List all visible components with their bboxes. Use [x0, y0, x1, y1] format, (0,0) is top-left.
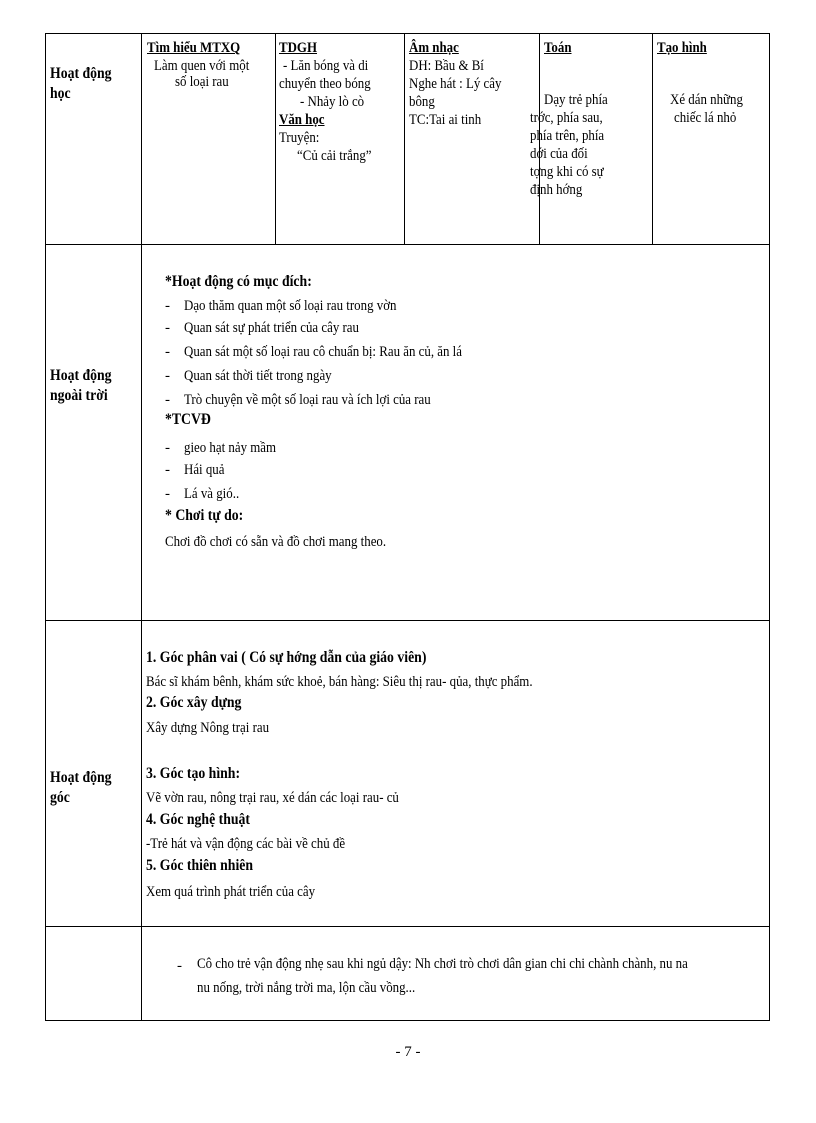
text-line: DH: Bầu & Bí: [409, 58, 484, 74]
bullet: -: [165, 320, 170, 336]
text-line: dới của đối: [530, 146, 588, 162]
text-line: định hớng: [530, 182, 583, 198]
text-line: tợng khi có sự: [530, 164, 604, 180]
section-title: 1. Góc phân vai ( Có sự hớng dẫn của giáo viên): [146, 649, 427, 666]
subject-heading: Văn học: [279, 112, 325, 128]
row-divider: [45, 244, 770, 245]
text-line: chuyển theo bóng: [279, 76, 371, 92]
row-divider: [45, 620, 770, 621]
text-line: TC:Tai ai tinh: [409, 112, 482, 128]
paragraph: Vẽ vờn rau, nông trại rau, xé dán các loại rau- củ: [146, 790, 399, 806]
section-title: *TCVĐ: [165, 411, 211, 428]
text-line: Làm quen với một: [154, 58, 250, 74]
section-title: *Hoạt động có mục đích:: [165, 273, 312, 290]
row-label-hoat-dong-hoc: Hoạt động học: [50, 65, 112, 102]
bullet: -: [165, 486, 170, 502]
list-item: Hái quả: [184, 462, 225, 478]
text-line: số loại rau: [175, 74, 229, 90]
list-item: Lá và gió..: [184, 486, 240, 502]
text-line: phía trên, phía: [530, 128, 605, 144]
bullet: -: [165, 368, 170, 384]
bullet: -: [165, 462, 170, 478]
list-item: Quan sát thời tiết trong ngày: [184, 368, 332, 384]
text-line: - Lăn bóng và di: [283, 58, 369, 74]
bullet: -: [177, 958, 182, 974]
list-item: Dạo thăm quan một số loại rau trong vờn: [184, 298, 397, 314]
row-label-hoat-dong-ngoai-troi: Hoạt động ngoài trời: [50, 367, 112, 404]
text-line: “Củ cải trắng”: [297, 148, 372, 164]
paragraph: Cô cho trẻ vận động nhẹ sau khi ngủ dậy: Nh chơi trò chơi dân gian chi chi chành chành, nu na: [197, 956, 688, 972]
text-line: Xé dán những: [670, 92, 743, 108]
paragraph: Xem quá trình phát triển của cây: [146, 884, 316, 900]
bullet: -: [165, 440, 170, 456]
paragraph: Chơi đồ chơi có sẵn và đồ chơi mang theo.: [165, 534, 387, 550]
row-divider: [45, 926, 770, 927]
text-line: - Nhảy lò cò: [300, 94, 365, 110]
bullet: -: [165, 298, 170, 314]
bullet: -: [165, 344, 170, 360]
section-title: 3. Góc tạo hình:: [146, 765, 241, 782]
subject-heading: Âm nhạc: [409, 40, 459, 56]
section-title: 5. Góc thiên nhiên: [146, 857, 254, 874]
column-divider: [652, 33, 653, 244]
subject-heading: Tạo hình: [657, 40, 707, 56]
text-line: bông: [409, 94, 435, 110]
row-label-hoat-dong-goc: Hoạt động góc: [50, 769, 112, 806]
text-line: Nghe hát : Lý cây: [409, 76, 502, 92]
paragraph: nu nống, trời nắng trời ma, lộn cầu vồng...: [197, 980, 416, 996]
subject-heading: Toán: [544, 40, 572, 56]
text-line: chiếc lá nhỏ: [674, 110, 737, 126]
section-title: * Chơi tự do:: [165, 507, 244, 524]
label-column-divider: [141, 33, 142, 1021]
paragraph: Bác sĩ khám bênh, khám sức khoẻ, bán hàng: Siêu thị rau- qủa, thực phẩm.: [146, 674, 533, 690]
subject-heading: TDGH: [279, 40, 318, 56]
list-item: gieo hạt nảy mầm: [184, 440, 277, 456]
text-line: Truyện:: [279, 130, 320, 146]
section-title: 2. Góc xây dựng: [146, 694, 242, 711]
list-item: Trò chuyện về một số loại rau và ích lợi của rau: [184, 392, 431, 408]
subject-heading: Tìm hiểu MTXQ: [147, 40, 241, 56]
bullet: -: [165, 392, 170, 408]
column-divider: [275, 33, 276, 244]
list-item: Quan sát sự phát triển của cây rau: [184, 320, 359, 336]
text-line: trớc, phía sau,: [530, 110, 603, 126]
page-number: - 7 -: [395, 1044, 421, 1060]
section-title: 4. Góc nghệ thuật: [146, 811, 250, 828]
paragraph: Xây dựng Nông trại rau: [146, 720, 270, 736]
text-line: Dạy trẻ phía: [544, 92, 608, 108]
list-item: Quan sát một số loại rau cô chuẩn bị: Rau ăn củ, ăn lá: [184, 344, 462, 360]
paragraph: -Trẻ hát và vận động các bài về chủ đề: [146, 836, 346, 852]
column-divider: [404, 33, 405, 244]
